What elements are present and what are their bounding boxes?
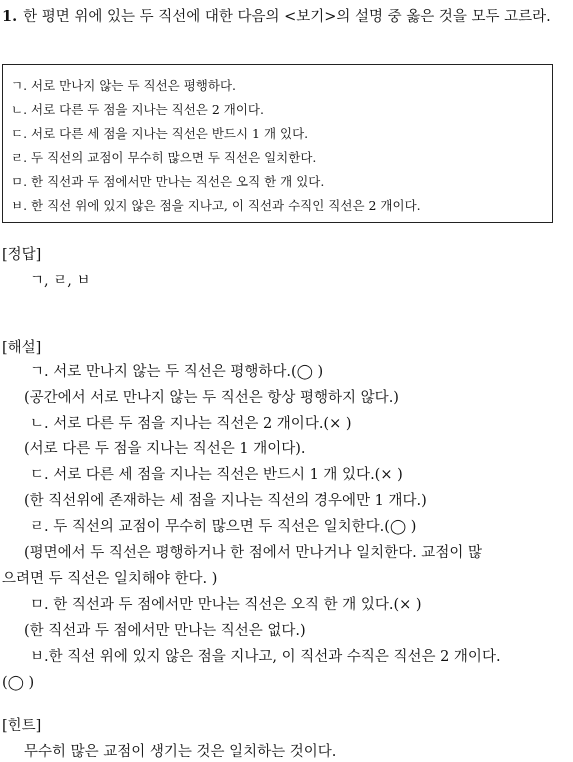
explanation-line: (◯ ) <box>2 675 35 691</box>
hint-text: 무수히 많은 교점이 생기는 것은 일치하는 것이다. <box>24 744 337 760</box>
choices-box <box>2 64 553 223</box>
choice-item: ㄴ. 서로 다른 두 점을 지나는 직선은 2 개이다. <box>11 102 264 117</box>
explanation-line: (공간에서 서로 만나지 않는 두 직선은 항상 평행하지 않다.) <box>24 390 399 406</box>
choice-item: ㄹ. 두 직선의 교점이 무수히 많으면 두 직선은 일치한다. <box>11 150 317 165</box>
choice-item: ㄷ. 서로 다른 세 점을 지나는 직선은 반드시 1 개 있다. <box>11 126 309 141</box>
choice-item: ㅁ. 한 직선과 두 점에서만 만나는 직선은 오직 한 개 있다. <box>11 174 325 189</box>
explanation-line: (평면에서 두 직선은 평행하거나 한 점에서 만나거나 일치한다. 교점이 많 <box>24 545 482 561</box>
choice-item: ㄱ. 서로 만나지 않는 두 직선은 평행하다. <box>11 78 236 93</box>
question-number: 1. <box>2 8 18 25</box>
choice-item: ㅂ. 한 직선 위에 있지 않은 점을 지나고, 이 직선과 수직인 직선은 2 개이다. <box>11 198 421 213</box>
answer-text: ㄱ, ㄹ, ㅂ <box>30 273 91 289</box>
answer-heading: [정답] <box>2 247 42 263</box>
explanation-heading: [해설] <box>2 340 42 356</box>
explanation-line: ㅁ. 한 직선과 두 점에서만 만나는 직선은 오직 한 개 있다.(× ) <box>30 597 422 613</box>
explanation-line: (서로 다른 두 점을 지나는 직선은 1 개이다). <box>24 441 306 457</box>
question <box>2 4 570 30</box>
explanation-line: ㄱ. 서로 만나지 않는 두 직선은 평행하다.(◯ ) <box>30 364 324 380</box>
question-text: 한 평면 위에 있는 두 직선에 대한 다음의 <보기>의 설명 중 옳은 것을 모두 고르라. <box>23 9 551 25</box>
explanation-line: ㄴ. 서로 다른 두 점을 지나는 직선은 2 개이다.(× ) <box>30 416 352 432</box>
explanation-line: 으려면 두 직선은 일치해야 한다. ) <box>2 571 218 587</box>
hint-heading: [힌트] <box>2 718 42 734</box>
explanation-line: ㄹ. 두 직선의 교점이 무수히 많으면 두 직선은 일치한다.(◯ ) <box>30 519 417 535</box>
explanation-line: ㄷ. 서로 다른 세 점을 지나는 직선은 반드시 1 개 있다.(× ) <box>30 467 403 483</box>
explanation-line: (한 직선위에 존재하는 세 점을 지나는 직선의 경우에만 1 개다.) <box>24 493 427 509</box>
explanation-line: (한 직선과 두 점에서만 만나는 직선은 없다.) <box>24 623 306 639</box>
explanation-line: ㅂ.한 직선 위에 있지 않은 점을 지나고, 이 직선과 수직은 직선은 2 개이다. <box>30 649 501 665</box>
